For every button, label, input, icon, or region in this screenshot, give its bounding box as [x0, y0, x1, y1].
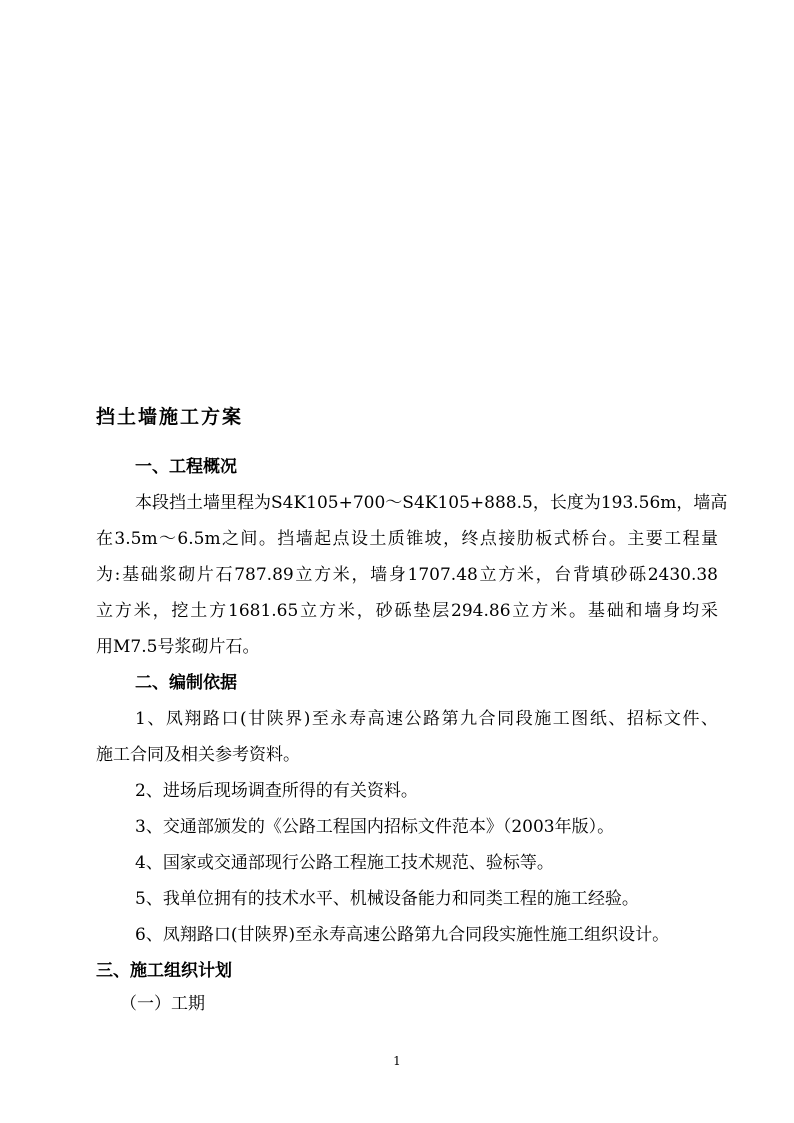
paragraph-line: 在3.5m～6.5m之间。挡墙起点设土质锥坡，终点接肋板式桥台。主要工程量 — [96, 529, 718, 549]
list-item: 5、我单位拥有的技术水平、机械设备能力和同类工程的施工经验。 — [135, 889, 639, 909]
list-item: 6、凤翔路口(甘陕界)至永寿高速公路第九合同段实施性施工组织设计。 — [135, 925, 670, 945]
paragraph-line: 为:基础浆砌片石787.89立方米，墙身1707.48立方米，台背填砂砾2430.38 — [96, 565, 718, 585]
section-heading-plan: 三、施工组织计划 — [96, 961, 232, 981]
paragraph-line: 立方米，挖土方1681.65立方米，砂砾垫层294.86立方米。基础和墙身均采 — [96, 601, 718, 621]
list-item: 1、凤翔路口(甘陕界)至永寿高速公路第九合同段施工图纸、招标文件、 — [135, 709, 718, 729]
paragraph-line: 用M7.5号浆砌片石。 — [96, 637, 260, 657]
list-item: 4、国家或交通部现行公路工程施工技术规范、验标等。 — [135, 853, 554, 873]
page-number: 1 — [393, 1054, 401, 1068]
section-heading-overview: 一、工程概况 — [135, 457, 237, 477]
subsection-heading: （一）工期 — [120, 994, 205, 1014]
section-heading-basis: 二、编制依据 — [135, 673, 237, 693]
paragraph-line: 本段挡土墙里程为S4K105+700～S4K105+888.5，长度为193.56m，墙高 — [135, 493, 728, 513]
list-item: 2、进场后现场调查所得的有关资料。 — [135, 781, 418, 801]
list-item-continuation: 施工合同及相关参考资料。 — [96, 745, 300, 765]
list-item: 3、交通部颁发的《公路工程国内招标文件范本》（2003年版）。 — [135, 817, 615, 837]
document-title: 挡土墙施工方案 — [96, 406, 244, 428]
